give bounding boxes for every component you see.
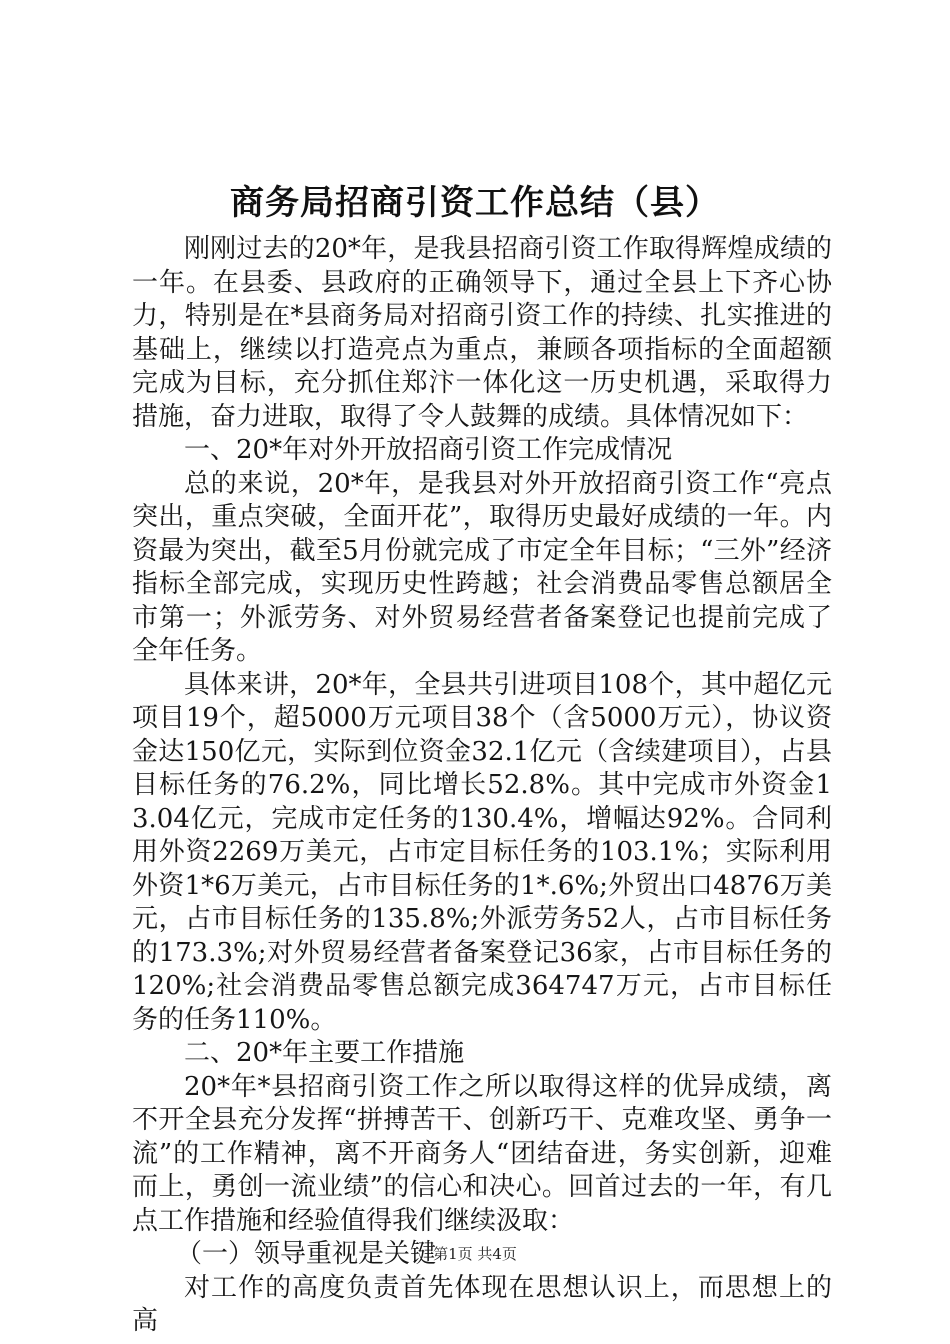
intro-paragraph: 刚刚过去的20*年，是我县招商引资工作取得辉煌成绩的一年。在县委、县政府的正确领导下，通过全县上下齐心协力，特别是在*县商务局对招商引资工作的持续、扎实推进的基础上，继续以打造亮点为重点，兼顾各项指标的全面超额完成为目标，充分抓住郑汴一体化这一历史机遇，采取得力措施，奋力进取，取得了令人鼓舞的成绩。具体情况如下： <box>132 234 832 432</box>
measures-paragraph: 20*年*县招商引资工作之所以取得这样的优异成绩，离不开全县充分发挥“拼搏苦干、创新巧干、克难攻坚、勇争一流”的工作精神，离不开商务人“团结奋进，务实创新，迎难而上，勇创一流业绩”的信心和决心。回首过去的一年，有几点工作措施和经验值得我们继续汲取： <box>132 1071 832 1236</box>
document-title: 商务局招商引资工作总结（县） <box>230 183 720 223</box>
summary-paragraph: 总的来说，20*年，是我县对外开放招商引资工作“亮点突出，重点突破，全面开花”，取得历史最好成绩的一年。内资最为突出，截至5月份就完成了市定全年目标；“三外”经济指标全部完成，实现历史性跨越；社会消费品零售总额居全市第一；外派劳务、对外贸易经营者备案登记也提前完成了全年任务。 <box>132 468 832 666</box>
details-paragraph: 具体来讲，20*年，全县共引进项目108个，其中超亿元项目19个，超5000万元项目38个（含5000万元），协议资金达150亿元，实际到位资金32.1亿元（含续建项目），占县目标任务的76.2%，同比增长52.8%。其中完成市外资金13.04亿元，完成市定任务的130.4%，增幅达92%。合同利用外资2269万美元，占市定目标任务的103.1%；实际利用外资1*6万美元，占市目标任务的1*.6%;外贸出口4876万美元，占市目标任务的135.8%;外派劳务52人，占市目标任务的173.3%;对外贸易经营者备案登记36家，占市目标任务的120%;社会消费品零售总额完成364747万元，占市目标任务的任务110%。 <box>132 669 832 1035</box>
leadership-paragraph: 对工作的高度负责首先体现在思想认识上，而思想上的高 <box>132 1272 832 1336</box>
section-heading-1: 一、20*年对外开放招商引资工作完成情况 <box>184 435 673 465</box>
document-body <box>132 233 832 1339</box>
subsection-heading-1: （一）领导重视是关键 <box>176 1239 437 1269</box>
section-heading-2: 二、20*年主要工作措施 <box>184 1038 465 1068</box>
page-footer: 第1页 共4页 <box>433 1245 517 1263</box>
